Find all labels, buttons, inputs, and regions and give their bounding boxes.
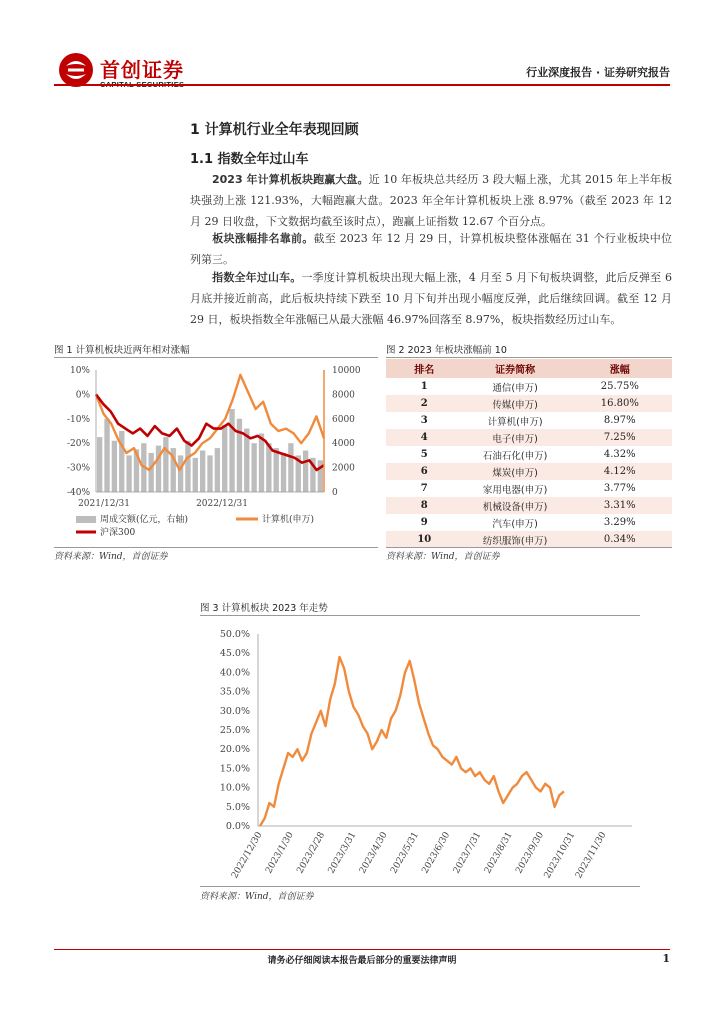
paragraph-2	[190, 228, 672, 270]
volume-bar	[178, 455, 183, 492]
header-divider	[54, 84, 670, 86]
volume-bar	[303, 451, 308, 492]
y-axis-tick: 20.0%	[219, 744, 250, 756]
paragraph-1-text: 近 10 年板块总共经历 3 段大幅上涨，尤其 2015 年上半年板块强劲上涨 121.93%，大幅跑赢大盘。2023 年全年计算机板块上涨 8.97%（截至 2023 年 12 月 29 日收盘，下文数据均截至该时点），跑赢上证指数 12.67 个百分点。	[190, 173, 672, 228]
change-cell: 3.31%	[568, 497, 672, 514]
change-cell: 8.97%	[603, 415, 636, 426]
x-axis-tick: 2023/2/28	[295, 830, 328, 876]
volume-bar	[185, 441, 190, 492]
rank-cell: 1	[420, 381, 428, 392]
column-header-change: 涨幅	[568, 359, 672, 378]
left-axis-tick: -40%	[66, 488, 90, 498]
x-axis-tick: 2023/4/30	[357, 830, 390, 876]
change-cell: 4.32%	[603, 449, 636, 460]
brand-name-cn: 首创证券	[100, 58, 184, 82]
change-cell: 25.75%	[600, 381, 639, 392]
rank-cell: 3	[420, 415, 428, 426]
paragraph-2-lead: 板块涨幅排名靠前。	[212, 232, 314, 245]
figure-2-source: 资料来源：Wind，首创证券	[386, 552, 500, 562]
figure-3-bottom-rule	[200, 886, 640, 887]
table-row	[386, 429, 672, 446]
legend-swatch-volume	[76, 516, 96, 523]
figure-1-chart	[54, 360, 380, 545]
legend-label-csi300: 沪深300	[100, 528, 136, 538]
table-row	[386, 412, 672, 429]
table-header-row	[386, 359, 672, 378]
y-axis-tick: 10.0%	[219, 782, 250, 794]
x-axis-tick: 2022/12/31	[196, 499, 248, 509]
left-axis-tick: 0%	[75, 390, 90, 401]
volume-bar	[207, 455, 212, 492]
x-axis-tick: 2023/1/30	[264, 830, 296, 876]
left-axis-tick: -20%	[66, 439, 90, 450]
volume-bar	[259, 433, 264, 492]
volume-bar	[104, 419, 109, 492]
volume-bar	[288, 443, 293, 492]
column-header-rank: 排名	[386, 359, 463, 378]
table-row	[386, 497, 672, 514]
volume-bar	[119, 431, 124, 492]
legend-label-computer: 计算机(申万)	[262, 515, 315, 525]
volume-bar	[229, 409, 234, 492]
security-name-cell: 家用电器(申万)	[482, 484, 548, 496]
volume-bar	[237, 419, 242, 492]
y-axis-tick: 5.0%	[225, 801, 250, 813]
security-name-cell: 电子(申万)	[463, 429, 568, 446]
change-cell: 3.77%	[603, 483, 636, 494]
volume-bar	[281, 453, 286, 492]
report-type: 行业深度报告 · 证券研究报告	[526, 66, 670, 79]
y-axis-tick: 30.0%	[219, 705, 250, 717]
figure-2-title: 图 2 2023 年板块涨幅前 10	[386, 345, 507, 356]
change-cell: 0.34%	[568, 531, 672, 548]
change-cell: 7.25%	[568, 429, 672, 446]
paragraph-2-text: 截至 2023 年 12 月 29 日，计算机板块整体涨幅在 31 个行业板块中位列第三。	[190, 232, 672, 266]
x-axis-tick: 2023/5/31	[389, 830, 421, 876]
rank-cell: 5	[420, 449, 428, 460]
right-axis-tick: 4000	[332, 439, 355, 450]
paragraph-3-lead: 指数全年过山车。	[212, 271, 302, 284]
security-name-cell: 机械设备(申万)	[463, 497, 568, 514]
rank-cell: 4	[386, 429, 463, 446]
security-name-cell: 纺织服饰(申万)	[463, 531, 568, 548]
left-axis-tick: 10%	[69, 366, 90, 376]
left-axis-tick: -30%	[66, 463, 90, 474]
security-name-cell: 传媒(申万)	[463, 395, 568, 412]
paragraph-3-text: 一季度计算机板块出现大幅上涨，4 月至 5 月下旬板块调整，此后反弹至 6 月底并接近前高，此后板块持续下跌至 10 月下旬并出现小幅度反弹，此后继续回调。截至 12 月 29 日，板块指数全年涨幅已从最大涨幅 46.97%回落至 8.97%，板块指数经历过山车。	[190, 271, 672, 326]
x-axis-tick: 2023/8/31	[483, 830, 515, 876]
legend-label-volume: 周成交额(亿元，右轴)	[100, 515, 189, 525]
volume-bar	[274, 448, 279, 492]
section-heading: 1 计算机行业全年表现回顾	[190, 122, 359, 138]
rank-cell: 2	[386, 395, 463, 412]
subsection-heading: 1.1 指数全年过山车	[190, 152, 309, 167]
x-axis-tick: 2023/7/31	[451, 830, 484, 876]
figure-1-rule	[54, 357, 378, 358]
table-row	[386, 378, 672, 395]
paragraph-3	[190, 267, 672, 330]
volume-bar	[112, 441, 117, 492]
table-row	[386, 446, 672, 463]
footer-divider	[54, 949, 670, 950]
table-row	[386, 514, 672, 531]
y-axis-tick: 45.0%	[219, 648, 250, 660]
column-header-name: 证券简称	[463, 359, 568, 378]
paragraph-1-lead: 2023 年计算机板块跑赢大盘。	[212, 173, 369, 186]
figure-1-bottom-rule	[54, 547, 378, 548]
security-name-cell: 煤炭(申万)	[463, 463, 568, 480]
right-axis-tick: 2000	[332, 463, 355, 474]
security-name-cell: 计算机(申万)	[487, 416, 543, 428]
volume-bar	[222, 425, 227, 492]
figure-1-title: 图 1 计算机板块近两年相对涨幅	[54, 345, 190, 356]
change-cell: 16.80%	[568, 395, 672, 412]
rank-cell: 6	[386, 463, 463, 480]
x-axis-tick: 2023/6/30	[420, 830, 453, 876]
paragraph-1	[190, 169, 672, 232]
figure-3-source: 资料来源：Wind，首创证券	[200, 892, 314, 902]
figure-2-rule	[386, 357, 672, 358]
table-row	[386, 480, 672, 497]
volume-bar	[163, 437, 168, 492]
change-cell: 3.29%	[603, 517, 636, 528]
x-axis-tick: 2023/9/30	[514, 830, 547, 876]
volume-bar	[126, 455, 131, 492]
y-axis-tick: 0.0%	[225, 821, 250, 832]
computer-2023-line	[260, 657, 564, 826]
ranking-table	[386, 359, 672, 548]
rank-cell: 9	[420, 517, 428, 528]
table-row	[386, 395, 672, 412]
figure-3-chart	[200, 620, 640, 886]
volume-bar	[193, 458, 198, 492]
volume-bar	[148, 453, 153, 492]
change-cell: 4.12%	[568, 463, 672, 480]
y-axis-tick: 15.0%	[219, 763, 250, 775]
y-axis-tick: 50.0%	[219, 629, 250, 640]
figure-3-rule	[200, 615, 640, 616]
x-axis-tick: 2023/11/30	[574, 830, 609, 881]
y-axis-tick: 40.0%	[219, 667, 250, 679]
x-axis-tick: 2023/3/31	[326, 830, 359, 876]
figure-3-title: 图 3 计算机板块 2023 年走势	[200, 603, 328, 614]
x-axis-tick: 2023/10/31	[542, 830, 578, 881]
x-axis-tick: 2022/12/30	[230, 830, 265, 881]
volume-bar	[215, 448, 220, 492]
y-axis-tick: 25.0%	[219, 725, 250, 736]
security-name-cell: 石油石化(申万)	[482, 450, 548, 462]
volume-bar	[200, 451, 205, 492]
volume-bar	[266, 443, 271, 492]
security-name-cell: 汽车(申万)	[492, 518, 538, 530]
x-axis-tick: 2021/12/31	[78, 499, 130, 509]
figure-2-bottom-rule	[386, 547, 672, 548]
security-name-cell: 通信(申万)	[492, 382, 538, 394]
table-row	[386, 463, 672, 480]
rank-cell: 10	[386, 531, 463, 548]
capital-securities-logo-icon	[58, 52, 94, 88]
left-axis-tick: -10%	[66, 414, 90, 425]
legal-disclaimer: 请务必仔细阅读本报告最后部分的重要法律声明	[267, 956, 457, 966]
y-axis-tick: 35.0%	[219, 686, 250, 698]
right-axis-tick: 0	[332, 488, 338, 498]
rank-cell: 8	[386, 497, 463, 514]
table-row	[386, 531, 672, 548]
figure-1-source: 资料来源：Wind，首创证券	[54, 552, 168, 562]
page-number: 1	[662, 952, 670, 965]
right-axis-tick: 10000	[332, 366, 361, 376]
right-axis-tick: 6000	[332, 414, 355, 425]
volume-bar	[97, 437, 102, 492]
volume-bar	[251, 443, 256, 492]
rank-cell: 7	[420, 483, 428, 494]
right-axis-tick: 8000	[332, 390, 355, 401]
